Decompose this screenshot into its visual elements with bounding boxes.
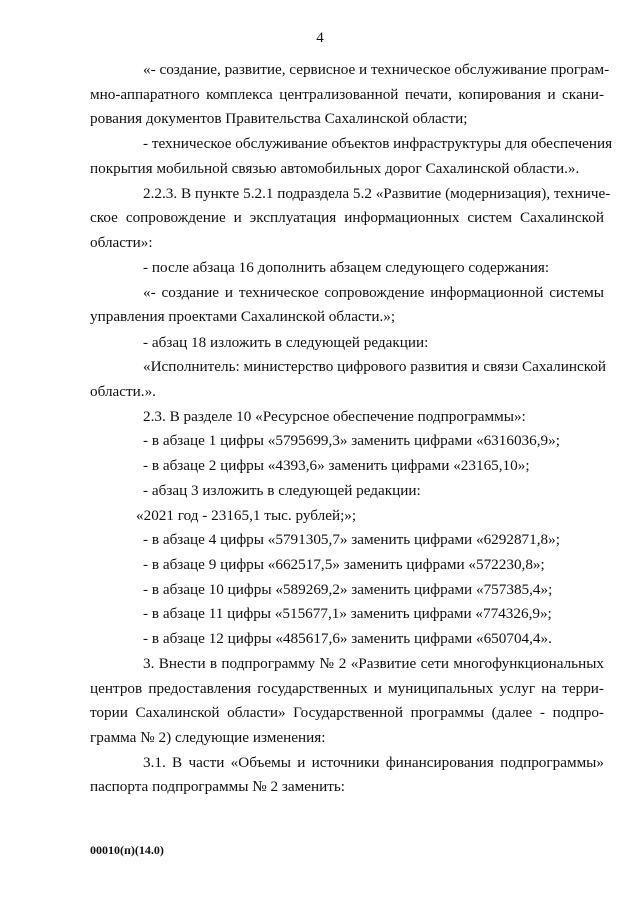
text-line: паспорта подпрограммы № 2 заменить: <box>90 778 346 795</box>
text-line: - в абзаце 11 цифры «515677,1» заменить цифрами «774326,9»; <box>143 605 552 622</box>
text-line: 3.1. В части «Объемы и источники финансирования подпрограммы» <box>143 754 604 771</box>
text-line: - в абзаце 1 цифры «5795699,3» заменить цифрами «6316036,9»; <box>143 432 560 449</box>
text-line: тории Сахалинской области» Государственной программы (далее - подпро- <box>90 704 604 721</box>
text-line: «- создание, развитие, сервисное и техническое обслуживание програм- <box>143 61 610 78</box>
text-line: ское сопровождение и эксплуатация информационных систем Сахалинской <box>90 209 604 226</box>
text-line: - техническое обслуживание объектов инфраструктуры для обеспечения <box>143 135 613 152</box>
text-line: управления проектами Сахалинской области.»; <box>90 308 396 325</box>
text-line: рования документов Правительства Сахалинской области; <box>90 110 468 127</box>
text-line: 3. Внести в подпрограмму № 2 «Развитие сети многофункциональных <box>143 655 604 672</box>
text-line: - в абзаце 2 цифры «4393,6» заменить цифрами «23165,10»; <box>143 457 530 474</box>
text-line: - в абзаце 12 цифры «485617,6» заменить цифрами «650704,4». <box>143 630 552 647</box>
text-line: - в абзаце 9 цифры «662517,5» заменить цифрами «572230,8»; <box>143 556 545 573</box>
text-line: - в абзаце 10 цифры «589269,2» заменить цифрами «757385,4»; <box>143 581 553 598</box>
text-line: - абзац 18 изложить в следующей редакции: <box>143 334 429 351</box>
text-line: - в абзаце 4 цифры «5791305,7» заменить цифрами «6292871,8»; <box>143 531 560 548</box>
document-code: 00010(п)(14.0) <box>90 843 164 857</box>
text-line: - после абзаца 16 дополнить абзацем следующего содержания: <box>143 259 550 276</box>
text-line: грамма № 2) следующие изменения: <box>90 729 326 746</box>
text-line: - абзац 3 изложить в следующей редакции: <box>143 482 421 499</box>
text-line: мно-аппаратного комплекса централизованной печати, копирования и скани- <box>90 86 604 103</box>
page-number: 4 <box>316 30 324 46</box>
text-line: области»: <box>90 234 153 251</box>
text-line: 2.2.3. В пункте 5.2.1 подраздела 5.2 «Развитие (модернизация), техниче- <box>143 185 611 202</box>
text-line: покрытия мобильной связью автомобильных дорог Сахалинской области.». <box>90 160 580 177</box>
text-line: «- создание и техническое сопровождение информационной системы <box>143 284 604 301</box>
text-line: области.». <box>90 383 156 400</box>
text-line: «2021 год - 23165,1 тыс. рублей;»; <box>136 507 357 524</box>
text-line: центров предоставления государственных и муниципальных услуг на терри- <box>90 680 604 697</box>
text-line: «Исполнитель: министерство цифрового развития и связи Сахалинской <box>143 358 607 375</box>
text-line: 2.3. В разделе 10 «Ресурсное обеспечение подпрограммы»: <box>143 408 526 425</box>
